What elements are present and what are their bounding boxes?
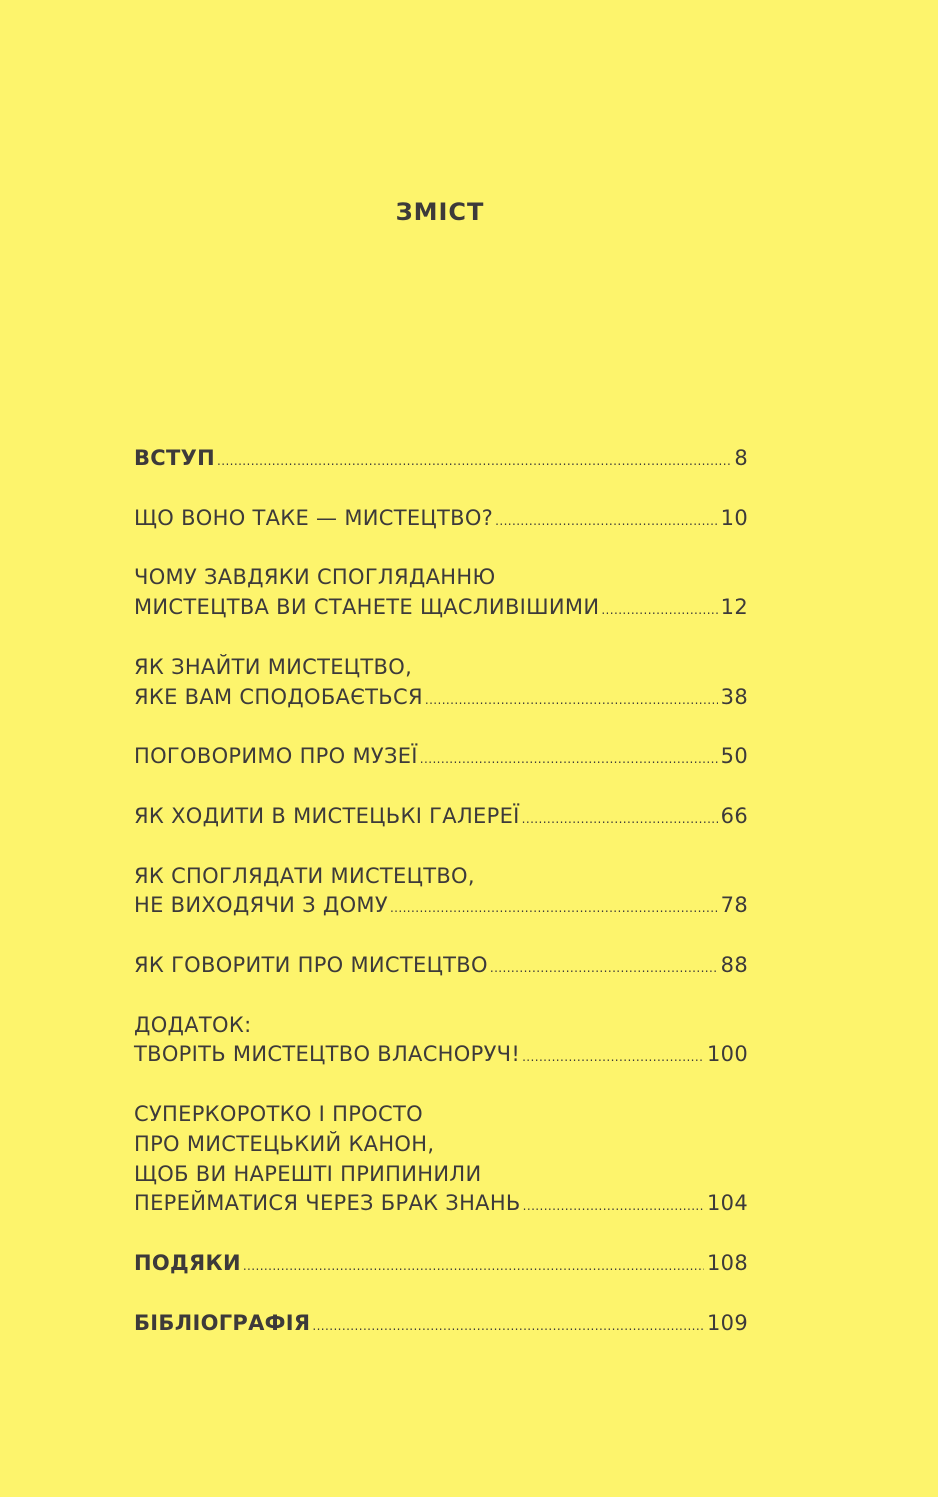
toc-page-number: 78: [720, 893, 748, 918]
toc-entry-title-line: ЯК ЗНАЙТИ МИСТЕЦТВО,: [134, 654, 413, 679]
toc-page-number: 108: [707, 1250, 748, 1275]
toc-page-number: 109: [707, 1310, 748, 1335]
dot-leader: [523, 1200, 704, 1212]
toc-entry-row: [134, 444, 748, 474]
dot-leader: [495, 515, 718, 527]
toc-entry-row: [134, 742, 748, 772]
dot-leader: [390, 902, 718, 914]
toc-entry-title-line: ПОГОВОРИМО ПРО МУЗЕЇ: [134, 744, 418, 769]
toc-entry-title-line: ЧОМУ ЗАВДЯКИ СПОГЛЯДАННЮ: [134, 565, 496, 590]
toc-entry-title-line: ЯК СПОГЛЯДАТИ МИСТЕЦТВО,: [134, 863, 475, 888]
toc-entry[interactable]: [134, 1249, 748, 1279]
toc-page-number: 38: [720, 684, 748, 709]
toc-page-number: 100: [707, 1042, 748, 1067]
toc-entry-row: [134, 1309, 748, 1339]
toc-entry-title-line: ТВОРІТЬ МИСТЕЦТВО ВЛАСНОРУЧ!: [134, 1042, 521, 1067]
toc-entry[interactable]: [134, 862, 748, 921]
toc-entry-row: [134, 683, 748, 713]
toc-entry[interactable]: [134, 802, 748, 832]
toc-entry-title-line: ДОДАТОК:: [134, 1012, 252, 1037]
toc-entry-row: [134, 504, 748, 534]
toc-entry-row: [134, 951, 748, 981]
toc-page-number: 88: [720, 953, 748, 978]
toc-entry[interactable]: [134, 444, 748, 474]
toc-page-number: 10: [720, 505, 748, 530]
toc-entry-row: [134, 593, 748, 623]
toc-entry-title-line: ЩОБ ВИ НАРЕШТІ ПРИПИНИЛИ: [134, 1161, 482, 1186]
toc-entry[interactable]: [134, 1309, 748, 1339]
toc-entry-title-line: ЩО ВОНО ТАКЕ — МИСТЕЦТВО?: [134, 505, 494, 530]
toc-entry[interactable]: [134, 504, 748, 534]
dot-leader: [420, 753, 718, 765]
page-title: ЗМІСТ: [395, 198, 485, 226]
toc-page-number: 104: [707, 1191, 748, 1216]
dot-leader: [522, 1051, 704, 1063]
dot-leader: [312, 1320, 704, 1332]
toc-entry[interactable]: [134, 1011, 748, 1070]
toc-page-number: 12: [720, 595, 748, 620]
dot-leader: [522, 813, 718, 825]
table-of-contents: [134, 444, 748, 1368]
toc-entry-row: [134, 802, 748, 832]
toc-entry-title-line: ЯК ГОВОРИТИ ПРО МИСТЕЦТВО: [134, 953, 488, 978]
toc-entry-row: [134, 891, 748, 921]
toc-entry-title-line: ВСТУП: [134, 446, 216, 470]
toc-entry-row: [134, 1040, 748, 1070]
toc-entry-title-line: МИСТЕЦТВА ВИ СТАНЕТЕ ЩАСЛИВІШИМИ: [134, 595, 600, 620]
toc-entry-title-line: ПРО МИСТЕЦЬКИЙ КАНОН,: [134, 1131, 435, 1156]
toc-page-number: 50: [720, 744, 748, 769]
dot-leader: [490, 962, 718, 974]
toc-entry[interactable]: [134, 1100, 748, 1219]
dot-leader: [243, 1260, 704, 1272]
toc-entry-title-line: БІБЛІОГРАФІЯ: [134, 1310, 311, 1335]
toc-entry-title-line: ЯКЕ ВАМ СПОДОБАЄТЬСЯ: [134, 684, 423, 709]
toc-entry-row: [134, 1189, 748, 1219]
dot-leader: [217, 455, 731, 467]
toc-entry[interactable]: [134, 742, 748, 772]
toc-entry-title-line: СУПЕРКОРОТКО І ПРОСТО: [134, 1102, 423, 1127]
toc-entry-title-line: ПЕРЕЙМАТИСЯ ЧЕРЕЗ БРАК ЗНАНЬ: [134, 1191, 521, 1216]
toc-entry[interactable]: [134, 563, 748, 622]
toc-entry[interactable]: [134, 951, 748, 981]
toc-entry-title-line: ПОДЯКИ: [134, 1250, 241, 1275]
toc-entry[interactable]: [134, 653, 748, 712]
dot-leader: [425, 694, 718, 706]
toc-entry-title-line: НЕ ВИХОДЯЧИ З ДОМУ: [134, 893, 388, 918]
dot-leader: [601, 604, 717, 616]
toc-page-number: 8: [734, 446, 748, 470]
toc-entry-title-line: ЯК ХОДИТИ В МИСТЕЦЬКІ ГАЛЕРЕЇ: [134, 803, 520, 828]
toc-page-number: 66: [720, 803, 748, 828]
toc-entry-row: [134, 1249, 748, 1279]
